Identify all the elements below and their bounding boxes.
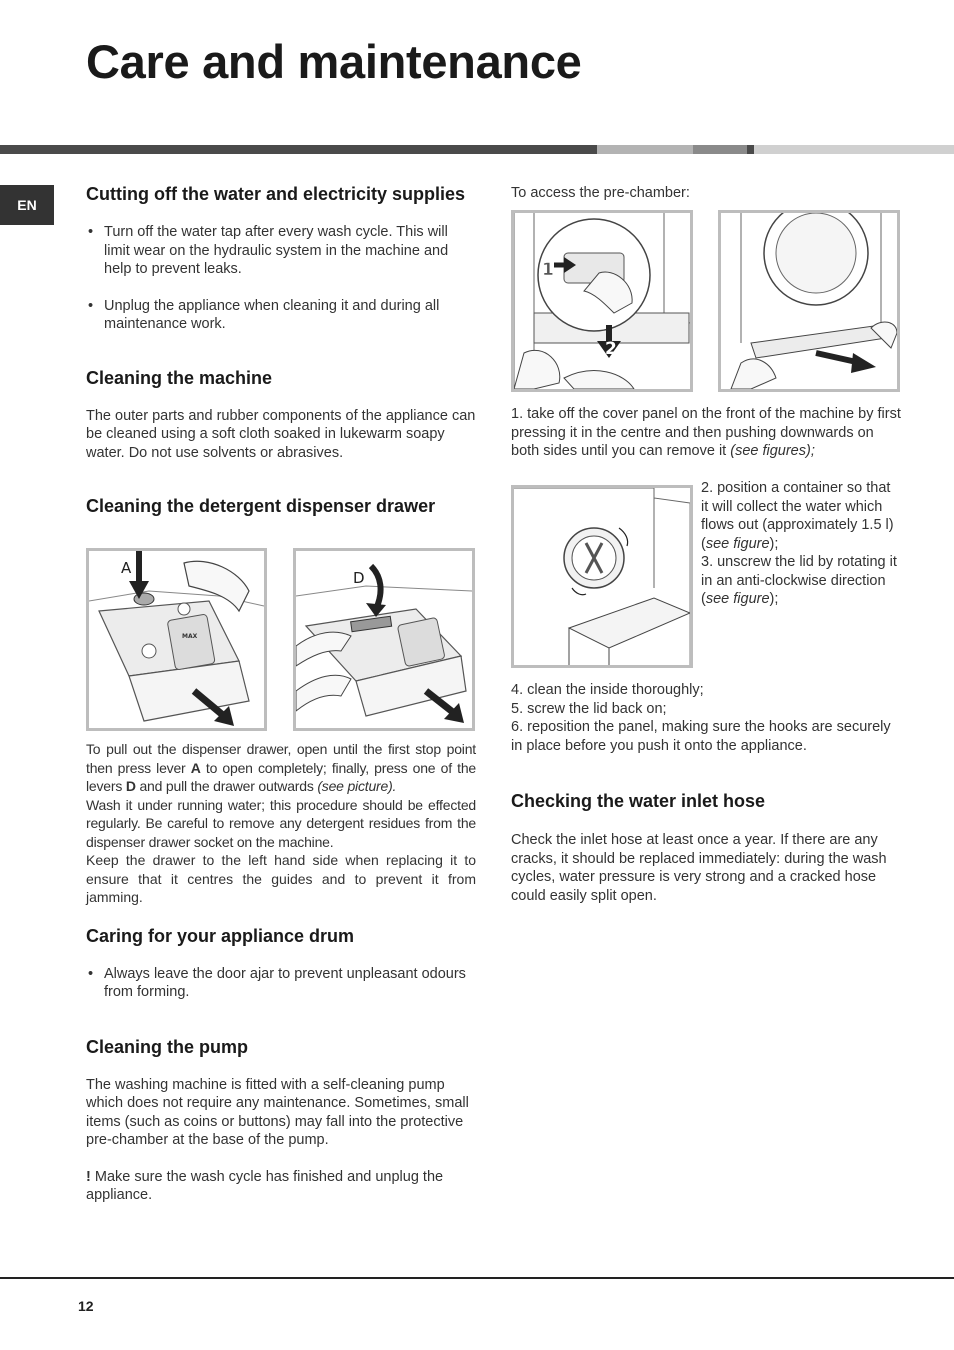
section-heading-dispenser-drawer: Cleaning the detergent dispenser drawer [86,496,436,516]
paragraph-inlet-hose: Check the inlet hose at least once a year. If there are any cracks, it should be replaced immediately: during the wash cycles, water pressure is very strong and a cracked hose could easily split open. [511,832,887,904]
figure-dispenser-lever-d [293,548,475,731]
section-heading-inlet-hose: Checking the water inlet hose [511,791,766,811]
warning-mark: ! [86,1168,91,1185]
header-band-mid [693,145,747,154]
bullet-item: • Turn off the water tap after every wash cycle. This will limit wear on the hydraulic system in the machine and help to prevent leaks. [86,223,476,279]
access-intro: To access the pre-chamber: [511,185,690,201]
bullet-list-cutting-off [86,223,476,334]
footer-rule [0,1277,954,1279]
figure-pump-lid [511,485,693,668]
step-1 [511,405,901,461]
header-band-dark2 [747,145,754,154]
bullet-item: • Always leave the door ajar to prevent unpleasant odours from forming. [86,965,476,1002]
max-label: MAX [182,633,198,640]
text-run: ); [769,535,779,552]
dispenser-drawer-illustration-d [296,551,472,728]
text-run: ); [769,591,779,607]
text-run-italic: see figure [705,535,770,552]
text-run: 3. unscrew the lid by rotating it in an anti-clockwise direction ( [701,554,897,607]
step-6: 6. reposition the panel, making sure the hooks are securely in place before you push it onto the appliance. [511,719,891,754]
bullet-list-drum [86,965,476,1002]
lever-d-label: D [353,569,365,587]
header-band-light [597,145,693,154]
dispenser-drawer-illustration-a [89,551,264,728]
warning-text: Make sure the wash cycle has finished and unplug the appliance. [86,1168,444,1203]
paragraph-dispenser-3: Keep the drawer to the left hand side when replacing it to ensure that it centres the guides and to prevent it from jamming. [86,852,476,905]
section-heading-pump: Cleaning the pump [86,1036,248,1057]
page-number: 12 [78,1298,94,1314]
bullet-item: • Unplug the appliance when cleaning it and during all maintenance work. [86,297,476,334]
step-number-1: 1 [542,260,554,280]
paragraph-pump: The washing machine is fitted with a self-cleaning pump which does not require any maintenance. Sometimes, small items (such as coins or buttons) may fall into the protective pre-chamber at the base of the pump. [86,1076,469,1148]
step-5: 5. screw the lid back on; [511,700,667,717]
text-run: 2. position a container so that it will collect the water which flows out (approximately 1.5 l) ( [701,480,894,552]
figure-panel-removal-1 [511,210,693,392]
panel-removal-illustration-2 [721,213,897,389]
step-2 [701,479,901,553]
left-column-bottom [86,740,476,1205]
steps-2-3 [701,479,901,609]
step-3 [701,553,901,609]
paragraph-cleaning-machine: The outer parts and rubber components of the appliance can be cleaned using a soft cloth soaked in lukewarm soapy water. Do not use solvents or abrasives. [86,407,476,461]
section-heading-drum: Caring for your appliance drum [86,925,355,946]
lever-ref-d: D [125,778,136,794]
language-tab: EN [0,185,54,225]
step-4: 4. clean the inside thoroughly; [511,682,704,698]
steps-4-6 [511,681,903,905]
text-run-italic: (see figures); [730,443,815,459]
panel-removal-illustration-1 [514,213,690,389]
left-column-top [86,184,476,516]
paragraph-dispenser-2: Wash it under running water; this procedure should be effected regularly. Be careful to remove any detergent residues from the dispenser drawer socket on the machine. [86,796,476,850]
paragraph-dispenser-1 [86,740,476,796]
text-run: 1. take off the cover panel on the front of the machine by first pressing it in the centre and then pushing downwards on both sides until you can remove it [511,406,901,459]
text-run-italic: see figure [705,591,770,607]
header-band-pale [754,145,954,154]
header-band-dark [0,145,597,154]
text-run: to open completely; finally, press one of the levers [86,759,476,794]
lever-a-label: A [121,559,132,577]
figure-dispenser-lever-a [86,548,267,731]
text-run-italic: (see picture). [317,778,397,794]
step-number-2: 2 [605,339,617,359]
section-heading-cleaning-machine: Cleaning the machine [86,367,273,388]
text-run: To pull out the dispenser drawer, open until the first stop point then press lever [86,741,476,776]
page-title: Care and maintenance [86,35,582,88]
section-heading-cutting-off: Cutting off the water and electricity supplies [86,184,466,204]
warning-pump [86,1168,476,1205]
lever-ref-a: A [190,759,201,776]
pump-lid-illustration [514,488,690,665]
text-run: and pull the drawer outwards [135,778,318,794]
figure-panel-removal-2 [718,210,900,392]
